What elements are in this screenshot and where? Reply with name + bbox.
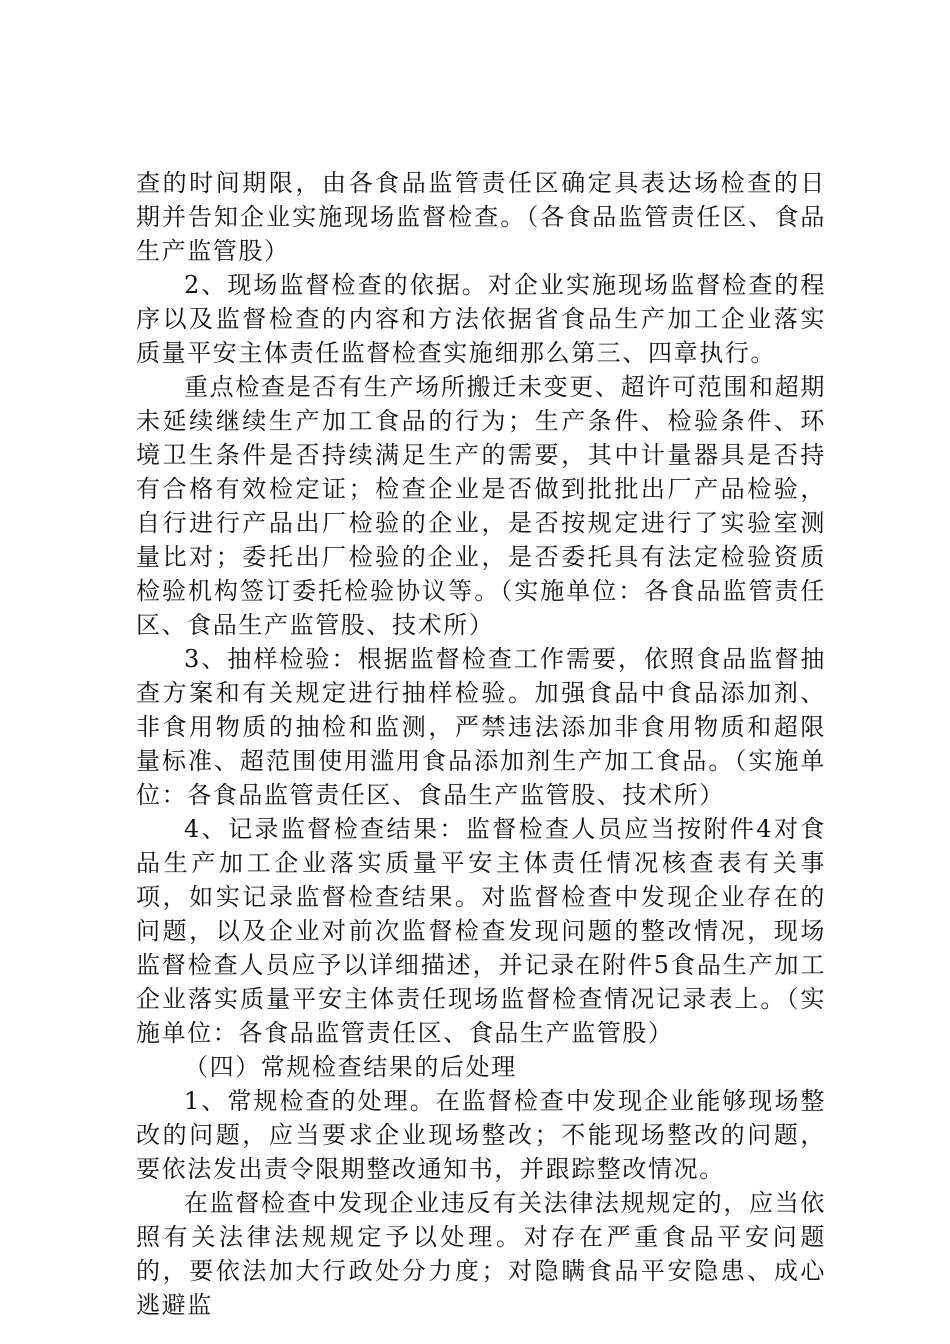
paragraph-record-results: 4、记录监督检查结果：监督检查人员应当按附件4对食品生产加工企业落实质量平安主体责任情况核查表有关事项，如实记录监督检查结果。对监督检查中发现企业存在的问题，以及企业对前次监督检查发现问题的整改情况，现场监督检查人员应予以详细描述，并记录在附件5食品生产加工企业落实质量平安主体责任现场监督检查情况记录表上。（实施单位：各食品监管责任区、食品生产监管股） bbox=[136, 815, 826, 1047]
section-heading: （四）常规检查结果的后处理 bbox=[184, 1053, 517, 1081]
paragraph-continued: 查的时间期限，由各食品监管责任区确定具表达场检查的日期并告知企业实施现场监督检查。（各食品监管责任区、食品生产监管股） bbox=[136, 169, 826, 265]
paragraph-inspection-basis: 2、现场监督检查的依据。对企业实施现场监督检查的程序以及监督检查的内容和方法依据省食品生产加工企业落实质量平安主体责任监督检查实施细那么第三、四章执行。 bbox=[136, 271, 826, 367]
paragraph-sampling: 3、抽样检验：根据监督检查工作需要，依照食品监督抽查方案和有关规定进行抽样检验。加强食品中食品添加剂、非食用物质的抽检和监测，严禁违法添加非食用物质和超限量标准、超范围使用滥用食品添加剂生产加工食品。（实施单位：各食品监管责任区、食品生产监管股、技术所） bbox=[136, 645, 826, 809]
document-body bbox=[136, 166, 826, 1322]
paragraph-violations: 在监督检查中发现企业违反有关法律法规规定的，应当依照有关法律法规规定予以处理。对存在严重食品平安问题的，要依法加大行政处分力度；对隐瞒食品平安隐患、成心逃避监 bbox=[136, 1189, 826, 1319]
paragraph-routine-handling: 1、常规检查的处理。在监督检查中发现企业能够现场整改的问题，应当要求企业现场整改；不能现场整改的问题，要依法发出责令限期整改通知书，并跟踪整改情况。 bbox=[136, 1087, 826, 1183]
paragraph-key-inspection: 重点检查是否有生产场所搬迁未变更、超许可范围和超期未延续继续生产加工食品的行为；生产条件、检验条件、环境卫生条件是否持续满足生产的需要，其中计量器具是否持有合格有效检定证；检查企业是否做到批批出厂产品检验，自行进行产品出厂检验的企业，是否按规定进行了实验室测量比对；委托出厂检验的企业，是否委托具有法定检验资质检验机构签订委托检验协议等。（实施单位：各食品监管责任区、食品生产监管股、技术所） bbox=[136, 373, 826, 639]
